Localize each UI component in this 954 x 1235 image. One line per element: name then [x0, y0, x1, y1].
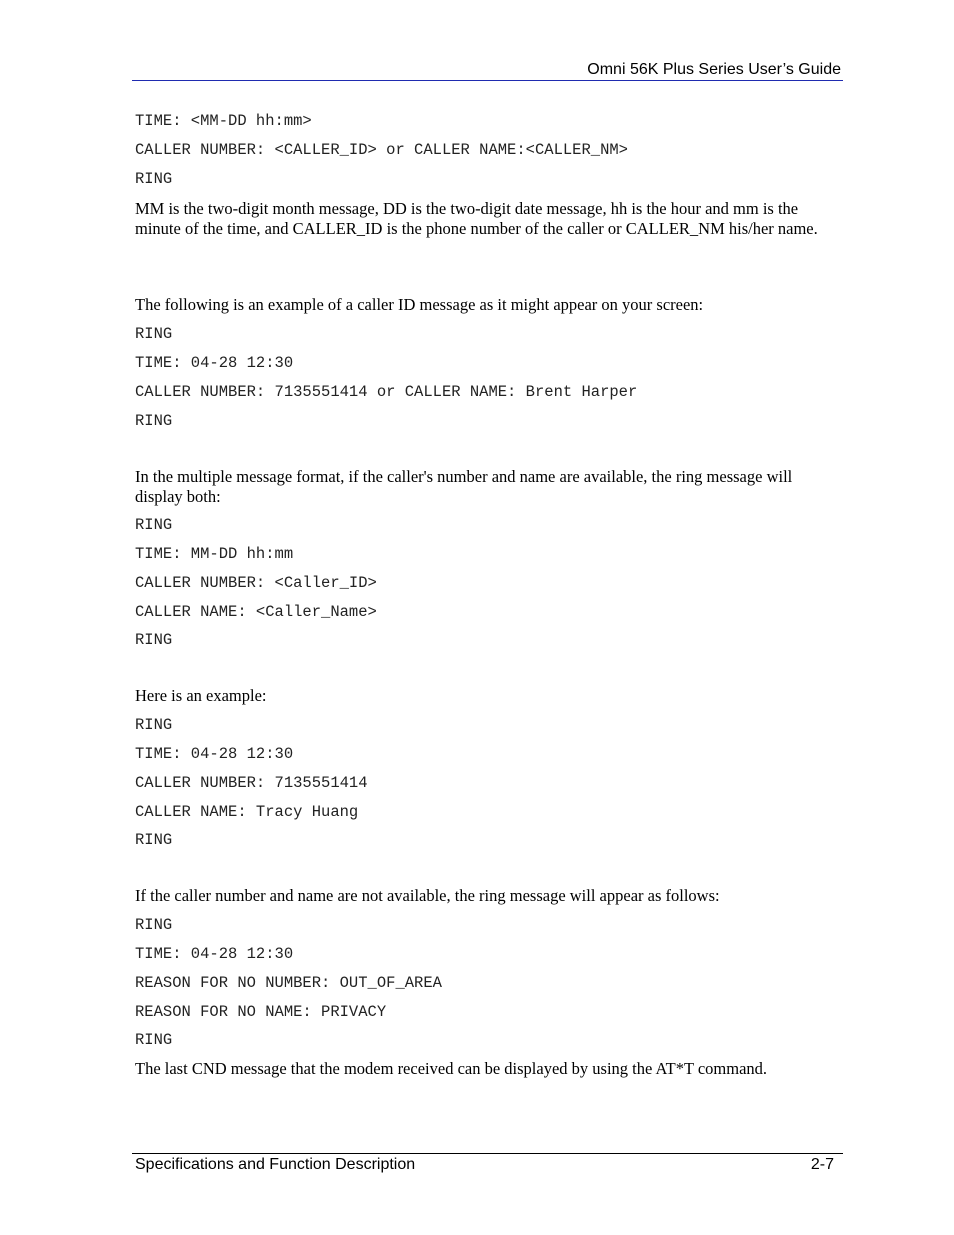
- footer-section-title: Specifications and Function Description: [135, 1156, 416, 1173]
- multiple-format-paragraph: In the multiple message format, if the caller's number and name are available, the ring message will display both:: [135, 467, 793, 506]
- code-line: RING: [135, 716, 173, 734]
- footer-rule: [132, 1153, 843, 1154]
- unavailable-intro-paragraph: If the caller number and name are not available, the ring message will appear as follows:: [135, 886, 720, 905]
- code-line: RING: [135, 831, 173, 849]
- att-command-paragraph: The last CND message that the modem received can be displayed by using the AT*T command.: [135, 1059, 768, 1078]
- code-line: CALLER NUMBER: 7135551414 or CALLER NAME: Brent Harper: [135, 383, 638, 401]
- example-heading-paragraph: Here is an example:: [135, 686, 267, 705]
- code-line: RING: [135, 916, 173, 934]
- code-line: RING: [135, 1031, 173, 1049]
- code-line: TIME: 04-28 12:30: [135, 745, 294, 763]
- code-line: TIME: MM-DD hh:mm: [135, 545, 294, 563]
- code-line: CALLER NAME: <Caller_Name>: [135, 603, 377, 621]
- page-number: 2-7: [810, 1156, 834, 1173]
- code-line: RING: [135, 412, 173, 430]
- code-line: RING: [135, 631, 173, 649]
- code-line: TIME: 04-28 12:30: [135, 945, 294, 963]
- code-line: RING: [135, 516, 173, 534]
- code-line: CALLER NUMBER: 7135551414: [135, 774, 368, 792]
- code-line: TIME: 04-28 12:30: [135, 354, 294, 372]
- example-intro-paragraph: The following is an example of a caller ID message as it might appear on your screen:: [135, 295, 704, 314]
- code-line: CALLER NUMBER: <Caller_ID>: [135, 574, 377, 592]
- code-line: REASON FOR NO NAME: PRIVACY: [135, 1003, 387, 1021]
- code-line: RING: [135, 325, 173, 343]
- code-line: REASON FOR NO NUMBER: OUT_OF_AREA: [135, 974, 442, 992]
- code-line: CALLER NAME: Tracy Huang: [135, 803, 359, 821]
- header-rule: [132, 80, 843, 81]
- running-header-title: Omni 56K Plus Series User’s Guide: [587, 61, 841, 78]
- code-line: RING: [135, 170, 173, 188]
- code-line: TIME: <MM-DD hh:mm>: [135, 112, 312, 130]
- format-explanation-paragraph: MM is the two-digit month message, DD is the two-digit date message, hh is the hour and mm is the minute of the time, and CALLER_ID is the phone number of the caller or CALLER_NM his/her name.: [135, 199, 818, 238]
- code-line: CALLER NUMBER: <CALLER_ID> or CALLER NAME:<CALLER_NM>: [135, 141, 628, 159]
